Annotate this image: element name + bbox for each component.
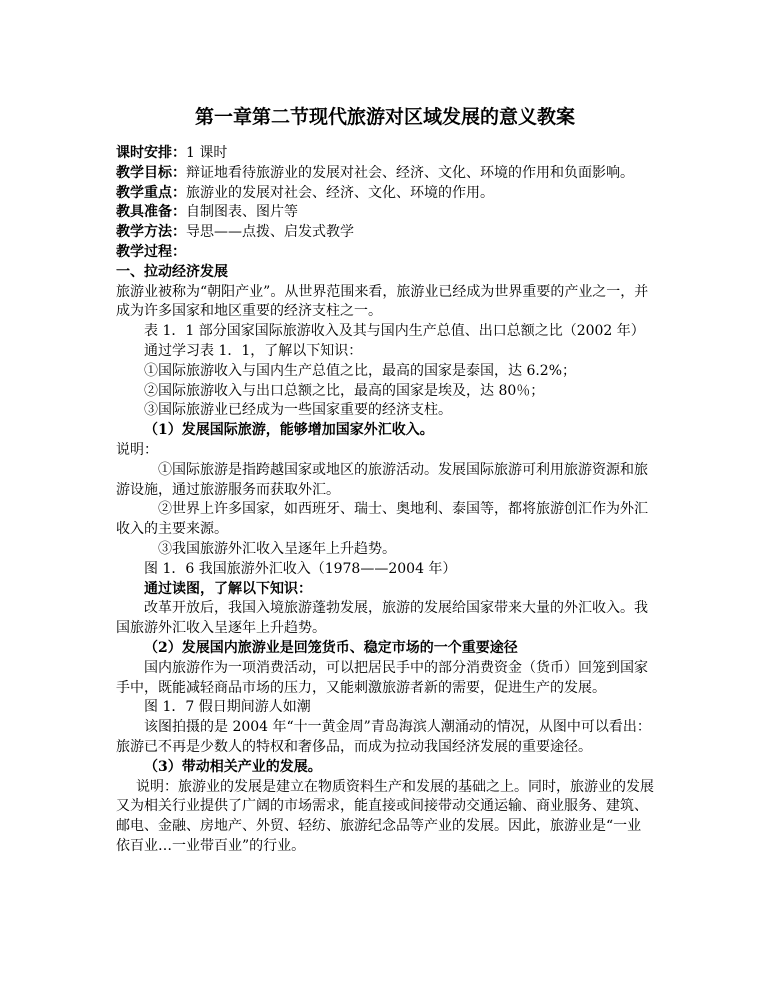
study-point-1: ①国际旅游收入与国内生产总值之比，最高的国家是泰国，达 6.2%； bbox=[144, 362, 577, 379]
document-title: 第一章第二节现代旅游对区域发展的意义教案 bbox=[194, 106, 575, 128]
tools-line bbox=[116, 203, 654, 223]
goal-value: 辩证地看待旅游业的发展对社会、经济、文化、环境的作用和负面影响。 bbox=[186, 164, 634, 181]
explain-2 bbox=[116, 500, 654, 540]
explain-label: 说明： bbox=[116, 441, 158, 458]
read-intro: 通过读图，了解以下知识： bbox=[144, 580, 312, 597]
key-value: 旅游业的发展对社会、经济、文化、环境的作用。 bbox=[186, 184, 494, 201]
study-intro: 通过学习表 1．1，了解以下知识： bbox=[144, 342, 363, 359]
hours-label: 课时安排： bbox=[116, 145, 186, 161]
study-point-3: ③国际旅游业已经成为一些国家重要的经济支柱。 bbox=[144, 402, 452, 419]
sub3-text: 说明：旅游业的发展是建立在物质资料生产和发展的基础之上。同时，旅游业的发展又为相关行业提供了广阔的市场需求，能直接或间接带动交通运输、商业服务、建筑、邮电、金融、房地产、外贸、轻纺、旅游纪念品等产业的发展。因此，旅游业是“一业依百业…一业带百业”的行业。 bbox=[116, 778, 654, 854]
process-label: 教学过程： bbox=[116, 243, 186, 260]
section1-intro: 旅游业被称为“朝阳产业”。从世界范围来看，旅游业已经成为世界重要的产业之一，并成为许多国家和地区重要的经济支柱之一。 bbox=[116, 283, 649, 320]
explain-1 bbox=[116, 461, 654, 501]
sub2-heading: （2）发展国内旅游业是回笼货币、稳定市场的一个重要途径 bbox=[144, 639, 518, 656]
figure6-caption: 图 1．6 我国旅游外汇收入（1978——2004 年） bbox=[144, 560, 457, 577]
section1-heading: 一、拉动经济发展 bbox=[116, 263, 228, 280]
method-line bbox=[116, 223, 654, 243]
explain-1-text: ①国际旅游是指跨越国家或地区的旅游活动。发展国际旅游可利用旅游资源和旅游设施，通过旅游服务而获取外汇。 bbox=[116, 461, 648, 498]
sub2-text: 国内旅游作为一项消费活动，可以把居民手中的部分消费资金（货币）回笼到国家手中，既能减轻商品市场的压力，又能刺激旅游者新的需要，促进生产的发展。 bbox=[116, 659, 648, 696]
tools-value: 自制图表、图片等 bbox=[186, 204, 298, 221]
key-line bbox=[116, 184, 654, 204]
read-text: 改革开放后，我国入境旅游蓬勃发展，旅游的发展给国家带来大量的外汇收入。我国旅游外汇收入呈逐年上升趋势。 bbox=[116, 600, 648, 637]
goal-label: 教学目标： bbox=[116, 164, 186, 181]
sub1-heading: （1）发展国际旅游，能够增加国家外汇收入。 bbox=[144, 422, 434, 439]
key-label: 教学重点： bbox=[116, 184, 186, 201]
sub3-heading: （3）带动相关产业的发展。 bbox=[144, 758, 322, 775]
goal-line bbox=[116, 164, 654, 184]
study-point-2: ②国际旅游收入与出口总额之比，最高的国家是埃及，达 80％； bbox=[144, 382, 545, 399]
table-caption: 表 1．1 部分国家国际旅游收入及其与国内生产总值、出口总额之比（2002 年） bbox=[144, 323, 645, 340]
method-label: 教学方法： bbox=[116, 224, 186, 241]
explain-3: ③我国旅游外汇收入呈逐年上升趋势。 bbox=[158, 540, 396, 557]
method-value: 导思——点拨、启发式教学 bbox=[186, 224, 354, 241]
explain-2-text: ②世界上许多国家，如西班牙、瑞士、奥地利、泰国等，都将旅游创汇作为外汇收入的主要来源。 bbox=[116, 501, 648, 538]
figure7-caption: 图 1．7 假日期间游人如潮 bbox=[144, 699, 311, 716]
hours-value: 1 课时 bbox=[186, 145, 228, 161]
hours-line bbox=[116, 144, 654, 164]
figure7-text: 该图拍摄的是 2004 年“十一黄金周”青岛海滨人潮涌动的情况，从图中可以看出：旅游已不再是少数人的特权和奢侈品，而成为拉动我国经济发展的重要途径。 bbox=[116, 719, 651, 755]
tools-label: 教具准备： bbox=[116, 204, 186, 221]
